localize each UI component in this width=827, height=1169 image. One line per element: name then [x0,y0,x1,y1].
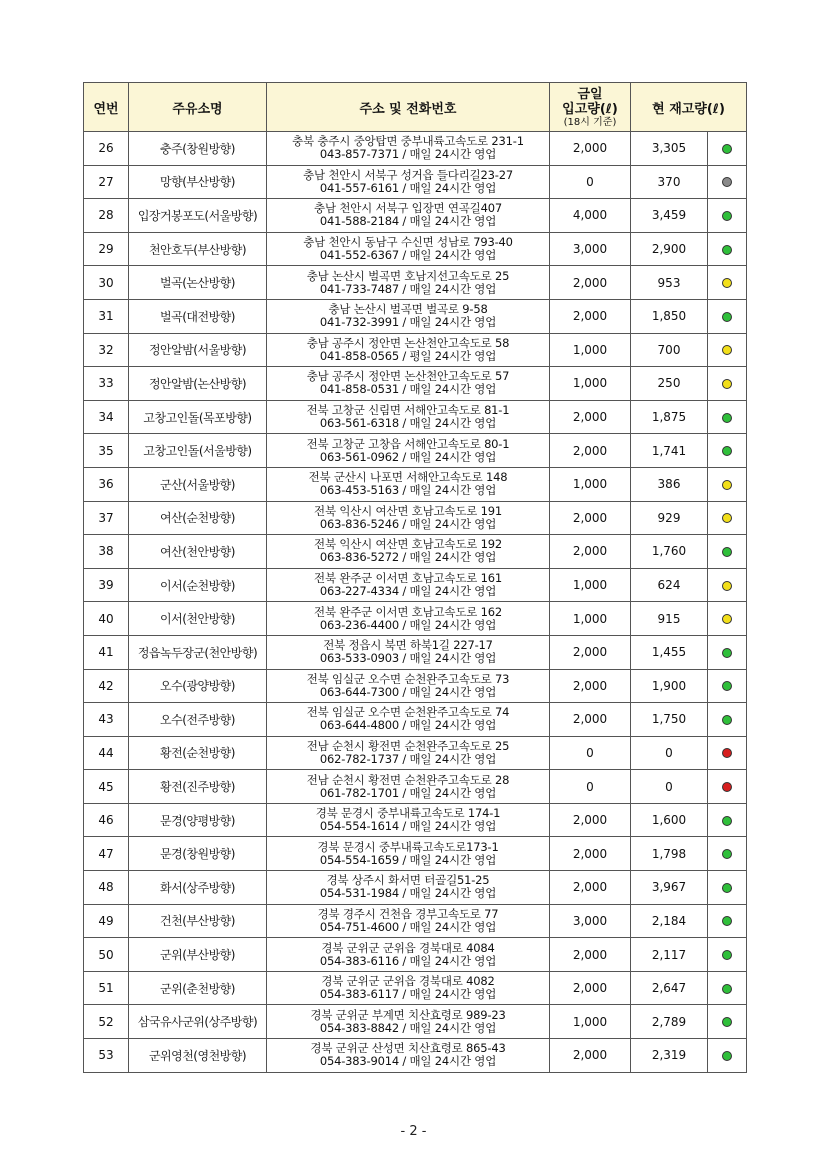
station-address-cell [267,434,550,468]
station-address-cell [267,501,550,535]
incoming-amount: 2,000 [550,266,631,300]
stock-amount: 1,798 [631,837,708,871]
table-row [84,669,747,703]
station-address-cell [267,1005,550,1039]
station-address-cell [267,299,550,333]
incoming-amount: 2,000 [550,837,631,871]
header-name: 주유소명 [129,83,267,132]
row-no: 39 [84,568,129,602]
table-row [84,803,747,837]
station-name: 이서(천안방향) [129,602,267,636]
table-row [84,165,747,199]
station-address: 경북 군위군 군위읍 경북대로 4084 [321,940,495,955]
incoming-amount: 0 [550,736,631,770]
status-indicator-icon [722,177,732,187]
stock-amount: 2,647 [631,971,708,1005]
incoming-amount: 2,000 [550,971,631,1005]
station-name: 망향(부산방향) [129,165,267,199]
station-address-cell [267,635,550,669]
status-cell [708,938,747,972]
status-indicator-icon [722,1051,732,1061]
incoming-amount: 1,000 [550,333,631,367]
station-address-cell [267,770,550,804]
stock-amount: 3,305 [631,132,708,166]
status-indicator-icon [722,984,732,994]
incoming-amount: 1,000 [550,568,631,602]
station-name: 화서(상주방향) [129,871,267,905]
status-cell [708,602,747,636]
station-phone-hours: 054-383-6116 / 매일 24시간 영업 [319,953,497,968]
station-phone-hours: 054-383-9014 / 매일 24시간 영업 [319,1054,497,1069]
station-address: 전북 완주군 이서면 호남고속도로 162 [314,604,502,619]
station-phone-hours: 041-552-6367 / 매일 24시간 영업 [319,248,497,263]
station-address-cell [267,971,550,1005]
status-cell [708,367,747,401]
status-indicator-icon [722,144,732,154]
incoming-amount: 2,000 [550,871,631,905]
incoming-amount: 0 [550,770,631,804]
row-no: 52 [84,1005,129,1039]
station-address-cell [267,400,550,434]
station-name: 이서(순천방향) [129,568,267,602]
station-address: 충남 공주시 정안면 논산천안고속도로 57 [306,369,510,384]
stock-amount: 2,184 [631,904,708,938]
row-no: 40 [84,602,129,636]
row-no: 53 [84,1039,129,1073]
station-address: 충남 공주시 정안면 논산천안고속도로 58 [306,335,510,350]
status-cell [708,871,747,905]
row-no: 42 [84,669,129,703]
station-name: 천안호두(부산방향) [129,232,267,266]
station-address-cell [267,266,550,300]
station-phone-hours: 054-383-8842 / 매일 24시간 영업 [319,1020,497,1035]
status-indicator-icon [722,1017,732,1027]
incoming-amount: 3,000 [550,904,631,938]
table-row [84,568,747,602]
table-row [84,232,747,266]
station-name: 벌곡(논산방향) [129,266,267,300]
row-no: 43 [84,703,129,737]
station-address: 전북 군산시 나포면 서해안고속도로 148 [308,470,508,485]
status-cell [708,904,747,938]
station-phone-hours: 041-557-6161 / 매일 24시간 영업 [319,180,497,195]
row-no: 29 [84,232,129,266]
station-name: 건천(부산방향) [129,904,267,938]
status-indicator-icon [722,513,732,523]
station-name: 충주(창원방향) [129,132,267,166]
table-row [84,770,747,804]
station-address-cell [267,467,550,501]
station-address: 전북 완주군 이서면 호남고속도로 161 [314,571,502,586]
table-row [84,602,747,636]
station-name: 문경(양평방향) [129,803,267,837]
incoming-amount: 1,000 [550,1005,631,1039]
stock-amount: 1,455 [631,635,708,669]
station-name: 문경(창원방향) [129,837,267,871]
station-phone-hours: 041-588-2184 / 매일 24시간 영업 [319,214,497,229]
station-address-cell [267,1039,550,1073]
station-address: 충남 천안시 서북구 성거읍 들다리길23-27 [303,167,513,182]
station-address: 전북 익산시 여산면 호남고속도로 191 [314,503,502,518]
status-cell [708,837,747,871]
status-cell [708,467,747,501]
header-address: 주소 및 전화번호 [267,83,550,132]
table-row [84,736,747,770]
stock-amount: 1,741 [631,434,708,468]
table-row [84,333,747,367]
stock-amount: 3,967 [631,871,708,905]
status-indicator-icon [722,245,732,255]
status-indicator-icon [722,480,732,490]
station-address-cell [267,871,550,905]
row-no: 36 [84,467,129,501]
station-name: 정안알밤(논산방향) [129,367,267,401]
status-cell [708,635,747,669]
incoming-amount: 2,000 [550,669,631,703]
status-indicator-icon [722,211,732,221]
table-row [84,1005,747,1039]
row-no: 51 [84,971,129,1005]
header-incoming-line2: 입고량(ℓ) [562,101,618,117]
incoming-amount: 2,000 [550,535,631,569]
stock-amount: 370 [631,165,708,199]
station-address: 전북 고창군 신림면 서해안고속도로 81-1 [306,403,510,418]
station-address-cell [267,938,550,972]
row-no: 49 [84,904,129,938]
incoming-amount: 2,000 [550,400,631,434]
station-name: 군위(부산방향) [129,938,267,972]
station-name: 벌곡(대전방향) [129,299,267,333]
status-cell [708,669,747,703]
incoming-amount: 2,000 [550,938,631,972]
incoming-amount: 2,000 [550,803,631,837]
header-stock: 현 재고량(ℓ) [631,83,747,132]
row-no: 46 [84,803,129,837]
station-address-cell [267,232,550,266]
station-address: 충남 논산시 벌곡면 벌곡로 9-58 [328,302,488,317]
table-row [84,535,747,569]
row-no: 47 [84,837,129,871]
station-address: 전북 익산시 여산면 호남고속도로 192 [314,537,502,552]
incoming-amount: 2,000 [550,501,631,535]
stock-amount: 2,900 [631,232,708,266]
station-phone-hours: 054-554-1659 / 매일 24시간 영업 [319,852,497,867]
station-name: 오수(광양방향) [129,669,267,703]
station-address: 경북 군위군 산성면 치산효령로 865-43 [310,1041,506,1056]
station-name: 고창고인돌(서울방향) [129,434,267,468]
station-address: 경북 군위군 군위읍 경북대로 4082 [321,974,495,989]
station-address: 경북 문경시 중부내륙고속도로173-1 [317,839,499,854]
station-address: 전북 임실군 오수면 순천완주고속도로 74 [306,705,510,720]
station-address-cell [267,333,550,367]
station-phone-hours: 054-554-1614 / 매일 24시간 영업 [319,819,497,834]
header-incoming-sub: (18시 기준) [563,116,617,128]
table-row [84,703,747,737]
status-indicator-icon [722,782,732,792]
stock-amount: 624 [631,568,708,602]
status-cell [708,165,747,199]
row-no: 44 [84,736,129,770]
status-cell [708,535,747,569]
status-indicator-icon [722,950,732,960]
station-name: 황전(순천방향) [129,736,267,770]
row-no: 30 [84,266,129,300]
status-indicator-icon [722,547,732,557]
row-no: 28 [84,199,129,233]
station-name: 정읍녹두장군(천안방향) [129,635,267,669]
table-row [84,837,747,871]
status-indicator-icon [722,816,732,826]
station-address: 충남 천안시 동남구 수신면 성남로 793-40 [303,235,513,250]
header-incoming-line1: 금일 [577,86,603,102]
row-no: 41 [84,635,129,669]
gas-station-table [83,82,747,1073]
station-address-cell [267,602,550,636]
station-address-cell [267,904,550,938]
station-phone-hours: 063-644-4800 / 매일 24시간 영업 [319,718,497,733]
status-indicator-icon [722,278,732,288]
row-no: 50 [84,938,129,972]
station-address: 경북 상주시 화서면 터골길51-25 [326,873,490,888]
stock-amount: 1,875 [631,400,708,434]
station-address-cell [267,199,550,233]
status-indicator-icon [722,648,732,658]
status-indicator-icon [722,581,732,591]
table-row [84,904,747,938]
station-name: 여산(순천방향) [129,501,267,535]
incoming-amount: 2,000 [550,635,631,669]
status-cell [708,1005,747,1039]
stock-amount: 2,319 [631,1039,708,1073]
row-no: 26 [84,132,129,166]
status-cell [708,199,747,233]
station-name: 군위영천(영천방향) [129,1039,267,1073]
status-cell [708,770,747,804]
stock-amount: 250 [631,367,708,401]
status-cell [708,266,747,300]
status-indicator-icon [722,345,732,355]
incoming-amount: 2,000 [550,703,631,737]
header-no: 연번 [84,83,129,132]
stock-amount: 386 [631,467,708,501]
status-cell [708,971,747,1005]
incoming-amount: 2,000 [550,132,631,166]
station-address-cell [267,736,550,770]
station-name: 고창고인돌(목포방향) [129,400,267,434]
table-row [84,501,747,535]
station-address: 경북 군위군 부계면 치산효령로 989-23 [310,1007,506,1022]
station-phone-hours: 054-531-1984 / 매일 24시간 영업 [319,886,497,901]
row-no: 35 [84,434,129,468]
station-address: 전남 순천시 황전면 순천완주고속도로 25 [306,738,510,753]
incoming-amount: 1,000 [550,367,631,401]
table-row [84,199,747,233]
status-indicator-icon [722,883,732,893]
incoming-amount: 1,000 [550,602,631,636]
incoming-amount: 2,000 [550,434,631,468]
station-address-cell [267,803,550,837]
incoming-amount: 1,000 [550,467,631,501]
stock-amount: 2,117 [631,938,708,972]
header-incoming [550,83,631,132]
incoming-amount: 2,000 [550,1039,631,1073]
station-address-cell [267,367,550,401]
status-cell [708,132,747,166]
station-name: 황전(진주방향) [129,770,267,804]
stock-amount: 1,760 [631,535,708,569]
status-indicator-icon [722,715,732,725]
page-number: - 2 - [400,1124,427,1139]
table-row [84,132,747,166]
row-no: 27 [84,165,129,199]
station-address: 전북 임실군 오수면 순천완주고속도로 73 [306,671,510,686]
table-row [84,299,747,333]
row-no: 31 [84,299,129,333]
status-indicator-icon [722,413,732,423]
table-row [84,635,747,669]
station-address-cell [267,837,550,871]
stock-amount: 1,600 [631,803,708,837]
status-cell [708,299,747,333]
station-phone-hours: 062-782-1737 / 매일 24시간 영업 [319,751,497,766]
incoming-amount: 3,000 [550,232,631,266]
station-phone-hours: 063-644-7300 / 매일 24시간 영업 [319,684,497,699]
status-cell [708,568,747,602]
station-address: 경북 경주시 건천읍 경부고속도로 77 [317,906,499,921]
status-cell [708,400,747,434]
stock-amount: 1,850 [631,299,708,333]
table-row [84,467,747,501]
status-indicator-icon [722,849,732,859]
status-cell [708,736,747,770]
station-phone-hours: 063-561-0962 / 매일 24시간 영업 [319,449,497,464]
status-indicator-icon [722,379,732,389]
stock-amount: 915 [631,602,708,636]
status-indicator-icon [722,681,732,691]
status-cell [708,333,747,367]
station-phone-hours: 063-227-4334 / 매일 24시간 영업 [319,584,497,599]
station-address-cell [267,568,550,602]
station-address-cell [267,165,550,199]
table-row [84,871,747,905]
station-address-cell [267,669,550,703]
status-cell [708,803,747,837]
row-no: 45 [84,770,129,804]
station-name: 여산(천안방향) [129,535,267,569]
row-no: 34 [84,400,129,434]
stock-amount: 3,459 [631,199,708,233]
stock-amount: 1,900 [631,669,708,703]
station-address: 전남 순천시 황전면 순천완주고속도로 28 [306,772,510,787]
station-phone-hours: 063-836-5246 / 매일 24시간 영업 [319,516,497,531]
station-name: 오수(전주방향) [129,703,267,737]
status-indicator-icon [722,312,732,322]
incoming-amount: 4,000 [550,199,631,233]
station-address: 충북 충주시 중앙탑면 중부내륙고속도로 231-1 [292,134,524,149]
status-cell [708,703,747,737]
table-row [84,266,747,300]
stock-amount: 700 [631,333,708,367]
station-address-cell [267,703,550,737]
row-no: 37 [84,501,129,535]
status-indicator-icon [722,748,732,758]
station-phone-hours: 063-561-6318 / 매일 24시간 영업 [319,416,497,431]
status-indicator-icon [722,446,732,456]
stock-amount: 953 [631,266,708,300]
row-no: 32 [84,333,129,367]
station-phone-hours: 054-383-6117 / 매일 24시간 영업 [319,987,497,1002]
station-name: 정안알밤(서울방향) [129,333,267,367]
station-phone-hours: 063-533-0903 / 매일 24시간 영업 [319,651,497,666]
station-address: 충남 논산시 벌곡면 호남지선고속도로 25 [306,268,510,283]
station-name: 삼국유사군위(상주방향) [129,1005,267,1039]
stock-amount: 0 [631,770,708,804]
status-cell [708,434,747,468]
station-name: 군산(서울방향) [129,467,267,501]
stock-amount: 1,750 [631,703,708,737]
incoming-amount: 2,000 [550,299,631,333]
status-indicator-icon [722,614,732,624]
stock-amount: 0 [631,736,708,770]
station-name: 군위(춘천방향) [129,971,267,1005]
station-phone-hours: 041-858-0565 / 평일 24시간 영업 [319,348,497,363]
table-row [84,1039,747,1073]
station-phone-hours: 043-857-7371 / 매일 24시간 영업 [319,147,497,162]
row-no: 48 [84,871,129,905]
station-address-cell [267,132,550,166]
station-phone-hours: 041-733-7487 / 매일 24시간 영업 [319,281,497,296]
station-phone-hours: 061-782-1701 / 매일 24시간 영업 [319,785,497,800]
incoming-amount: 0 [550,165,631,199]
station-phone-hours: 041-858-0531 / 매일 24시간 영업 [319,382,497,397]
station-address: 경북 문경시 중부내륙고속도로 174-1 [315,806,501,821]
status-cell [708,501,747,535]
table-row [84,938,747,972]
station-address-cell [267,535,550,569]
stock-amount: 2,789 [631,1005,708,1039]
station-address: 전북 고창군 고창읍 서해안고속도로 80-1 [306,436,510,451]
station-address: 전북 정읍시 북면 하북1길 227-17 [323,638,493,653]
station-phone-hours: 063-453-5163 / 매일 24시간 영업 [319,483,497,498]
table-header-row [84,83,747,132]
table-row [84,434,747,468]
station-phone-hours: 063-836-5272 / 매일 24시간 영업 [319,550,497,565]
row-no: 33 [84,367,129,401]
station-address: 충남 천안시 서북구 입장면 연곡길407 [314,201,502,216]
status-cell [708,232,747,266]
status-indicator-icon [722,916,732,926]
station-phone-hours: 063-236-4400 / 매일 24시간 영업 [319,617,497,632]
table-row [84,400,747,434]
table-row [84,367,747,401]
station-phone-hours: 041-732-3991 / 매일 24시간 영업 [319,315,497,330]
station-phone-hours: 054-751-4600 / 매일 24시간 영업 [319,919,497,934]
station-name: 입장거봉포도(서울방향) [129,199,267,233]
stock-amount: 929 [631,501,708,535]
row-no: 38 [84,535,129,569]
status-cell [708,1039,747,1073]
table-row [84,971,747,1005]
